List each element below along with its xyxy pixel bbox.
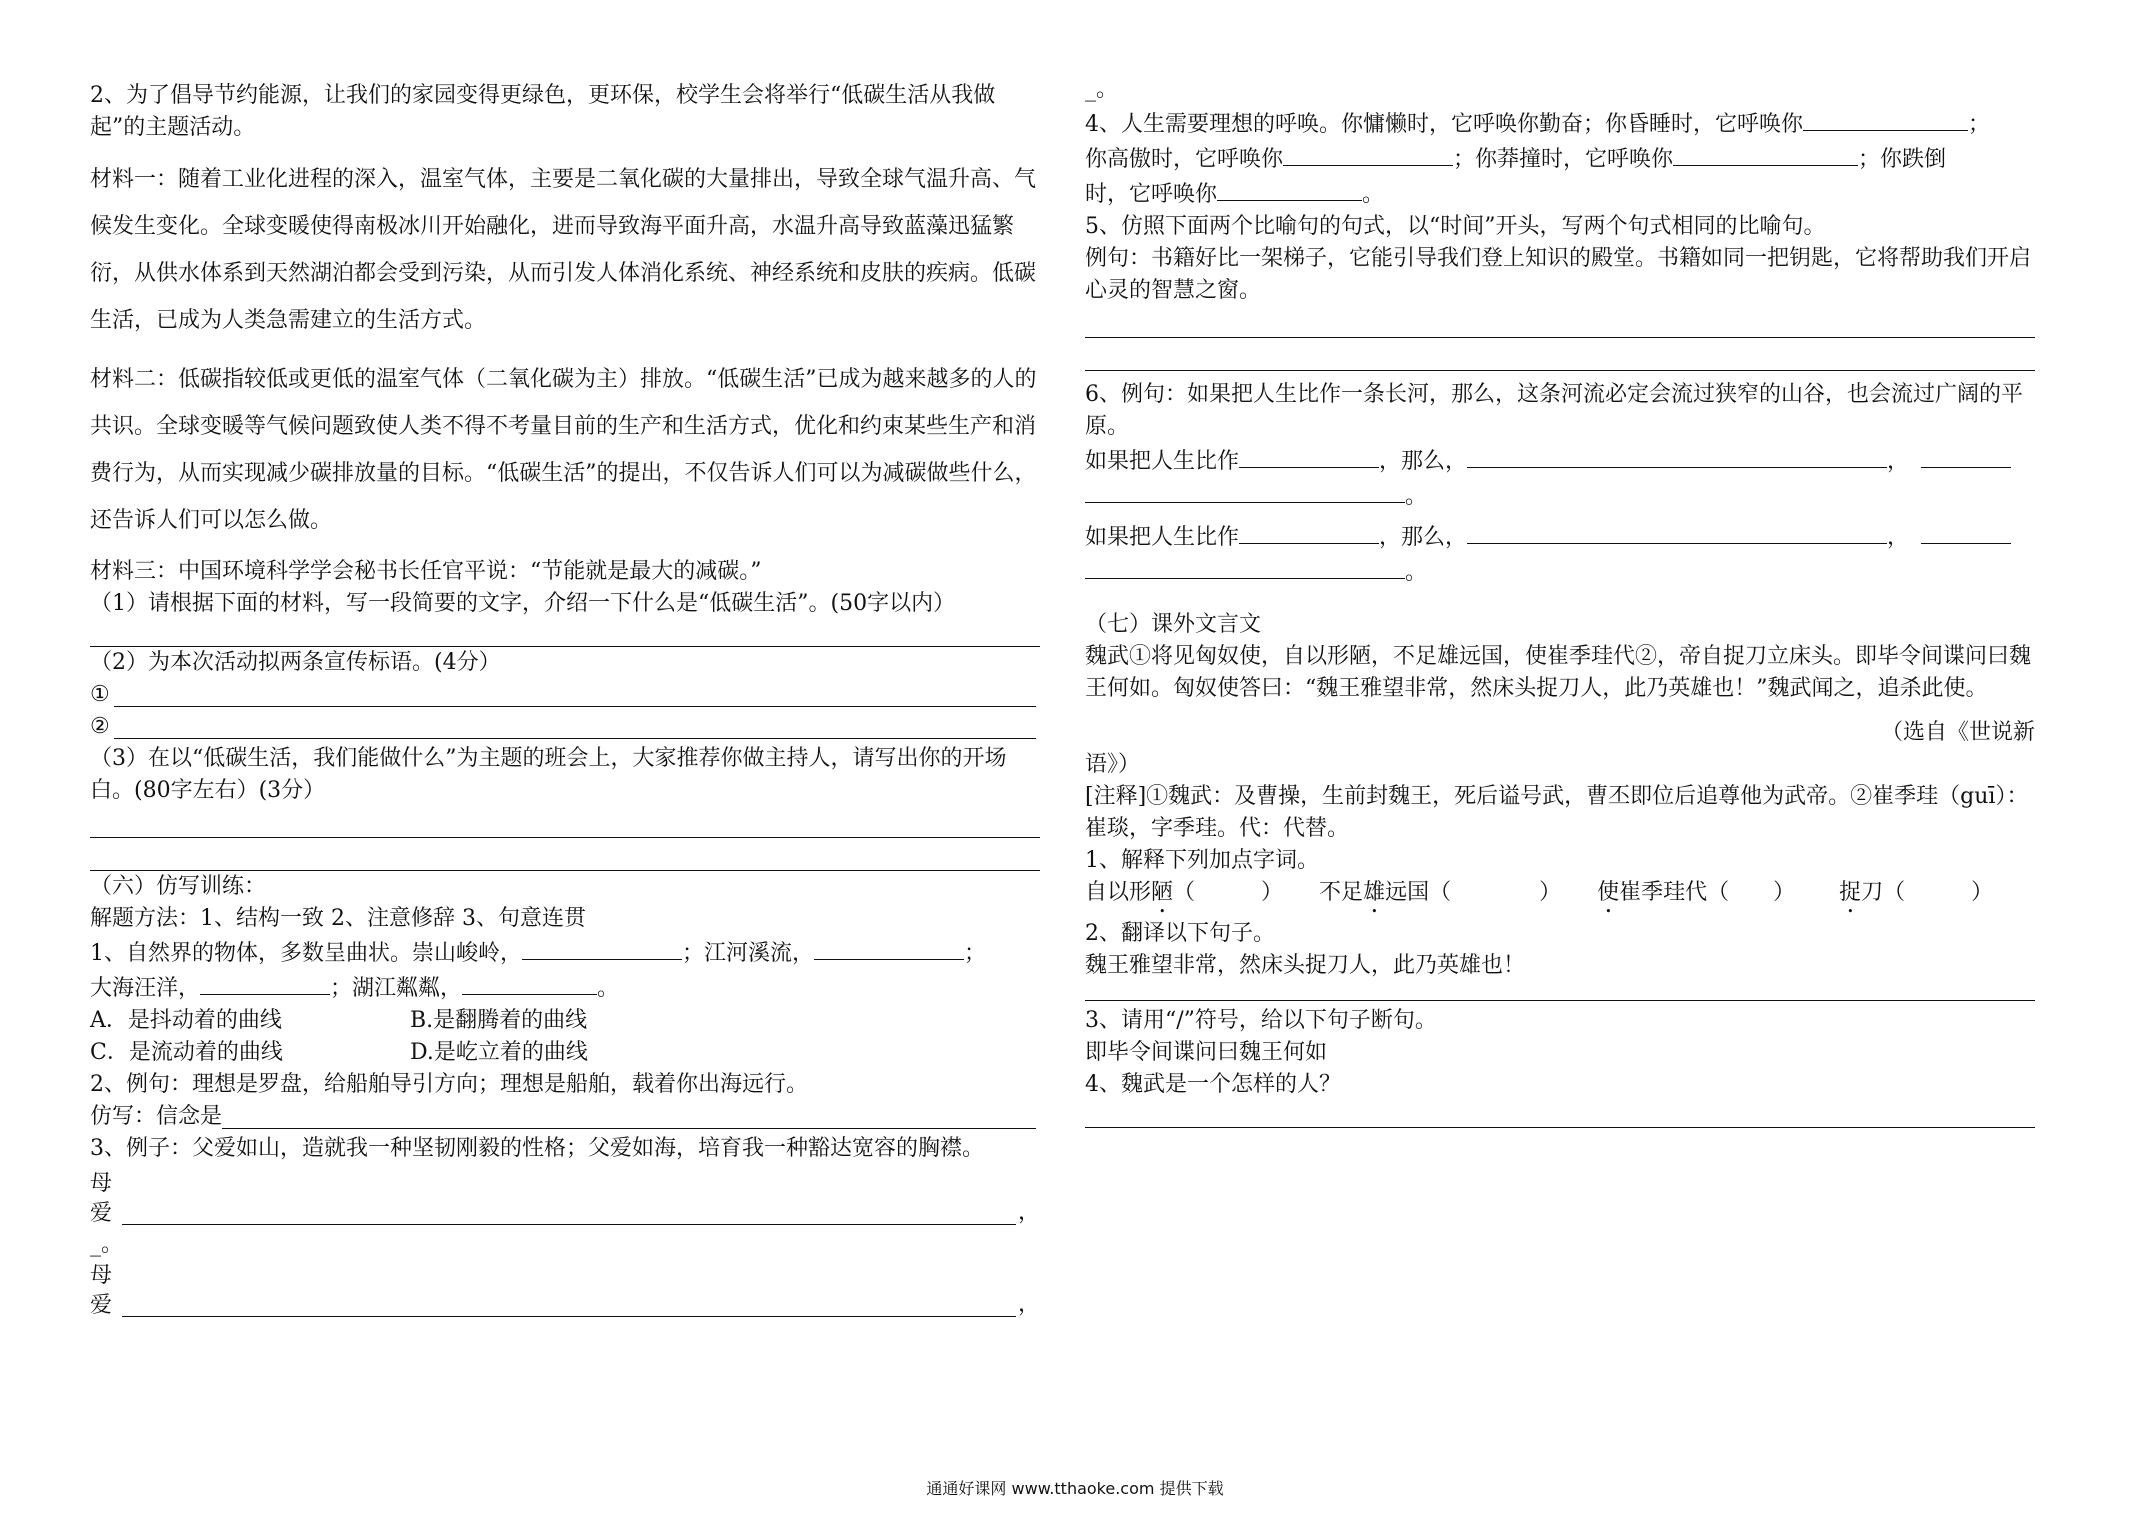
blank[interactable] bbox=[222, 1104, 1036, 1129]
task-1-words: 自以形陋（ ） 不足雄远国（ ） 使崔季珪代（ ） 捉刀（ ） bbox=[1085, 880, 1994, 905]
blank[interactable] bbox=[1085, 554, 1405, 579]
question-2-2: （2）为本次活动拟两条宣传标语。(4分） bbox=[90, 650, 501, 675]
blank[interactable] bbox=[1239, 519, 1379, 544]
question-6-answer-2: 如果把人生比作 ，那么， ， bbox=[1085, 519, 2035, 554]
question-6-answer-2-cont: 。 bbox=[1085, 554, 2035, 589]
blank[interactable] bbox=[462, 970, 597, 995]
section-6-title: （六）仿写训练： bbox=[90, 874, 267, 899]
question-4-line-2: 你高傲时，它呼唤你 ；你莽撞时，它呼唤你 ；你跌倒 bbox=[1085, 141, 2035, 176]
right-column bbox=[1085, 77, 2035, 1128]
answer-line[interactable] bbox=[1085, 1127, 2035, 1128]
annotations: [注释]①魏武：及曹操，生前封魏王，死后谥号武，曹丕即位后追尊他为武帝。②崔季珪（guī）：崔琰，字季珪。代：代替。 bbox=[1085, 784, 2029, 841]
source-line: （选自《世说新 bbox=[1880, 720, 2035, 745]
sentence-2: 2、例句：理想是罗盘，给船舶导引方向；理想是船舶，载着你出海远行。 bbox=[90, 1072, 808, 1097]
blank[interactable] bbox=[200, 970, 330, 995]
material-2: 材料二：低碳指较低或更低的温室气体（二氧化碳为主）排放。“低碳生活”已成为越来越多的人的共识。全球变暖等气候问题致使人类不得不考量目前的生产和生活方式，优化和约束某些生产和消费行为，从而实现减少碳排放量的目标。“低碳生活”的提出，不仅告诉人们可以为减碳做些什么，还告诉人们可以怎么做。 bbox=[90, 367, 1037, 533]
options-ab bbox=[90, 1005, 1040, 1037]
blank[interactable] bbox=[1467, 443, 1887, 468]
question-5: 5、仿照下面两个比喻句的句式，以“时间”开头，写两个句式相同的比喻句。 bbox=[1085, 214, 1826, 239]
question-5-example: 例句：书籍好比一架梯子，它能引导我们登上知识的殿堂。书籍如同一把钥匙，它将帮助我们开启心灵的智慧之窗。 bbox=[1085, 246, 2032, 303]
task-4: 4、魏武是一个怎样的人？ bbox=[1085, 1072, 1341, 1097]
blank[interactable] bbox=[1085, 478, 1405, 503]
blank[interactable] bbox=[1239, 443, 1379, 468]
sentence-1-line-2: 大海汪洋， ；湖江粼粼， 。 bbox=[90, 970, 1040, 1005]
question-6-answer-1: 如果把人生比作 ，那么， ， bbox=[1085, 443, 2035, 478]
continuation-period: _。 bbox=[1085, 77, 1119, 102]
sentence-1-line-1: 1、自然界的物体，多数呈曲状。崇山峻岭， ；江河溪流， ； bbox=[90, 935, 1040, 970]
task-2-sentence: 魏王雅望非常，然床头捉刀人，此乃英雄也！ bbox=[1085, 953, 1526, 978]
question-2-intro: 2、为了倡导节约能源，让我们的家园变得更绿色，更环保，校学生会将举行“低碳生活从我做起”的主题活动。 bbox=[90, 83, 996, 140]
blank[interactable] bbox=[1217, 176, 1362, 201]
classical-passage: 魏武①将见匈奴使，自以形陋，不足雄远国，使崔季珪代②，帝自捉刀立床头。即毕令间谍问曰魏王何如。匈奴使答曰：“魏王雅望非常，然床头捉刀人，此乃英雄也！”魏武闻之，追杀此使。 bbox=[1085, 644, 2032, 701]
source-line-cont: 语》） bbox=[1085, 752, 1141, 777]
option-c[interactable]: C．是流动着的曲线 bbox=[90, 1040, 283, 1065]
answer-line[interactable] bbox=[1085, 1000, 2035, 1001]
blank[interactable] bbox=[1673, 141, 1858, 166]
task-3: 3、请用“/”符号，给以下句子断句。 bbox=[1085, 1008, 1437, 1033]
blank[interactable] bbox=[1921, 519, 2011, 544]
section-7-title: （七）课外文言文 bbox=[1085, 612, 1262, 637]
method-line: 解题方法：1、结构一致 2、注意修辞 3、句意连贯 bbox=[90, 906, 586, 931]
question-6-answer-1-cont: 。 bbox=[1085, 478, 2035, 513]
blank[interactable] bbox=[1467, 519, 1887, 544]
task-1: 1、解释下列加点字词。 bbox=[1085, 848, 1319, 873]
material-3: 材料三：中国环境科学学会秘书长任官平说：“节能就是最大的减碳。” bbox=[90, 559, 762, 584]
option-b[interactable]: B.是翻腾着的曲线 bbox=[410, 1008, 588, 1033]
blank[interactable] bbox=[814, 935, 964, 960]
blank[interactable] bbox=[522, 935, 682, 960]
left-column bbox=[90, 80, 1040, 1321]
option-a[interactable]: A．是抖动着的曲线 bbox=[90, 1008, 282, 1033]
continuation-period: _。 bbox=[90, 1232, 124, 1257]
option-d[interactable]: D.是屹立着的曲线 bbox=[410, 1040, 588, 1065]
question-2-1: （1）请根据下面的材料，写一段简要的文字，介绍一下什么是“低碳生活”。(50字以内） bbox=[90, 591, 956, 616]
task-3-sentence: 即毕令间谍问曰魏王何如 bbox=[1085, 1040, 1328, 1065]
blank[interactable] bbox=[122, 1200, 1016, 1225]
blank[interactable] bbox=[1803, 106, 1968, 131]
page-footer bbox=[0, 1476, 2150, 1499]
slogan-1-row bbox=[90, 679, 1040, 711]
blank[interactable] bbox=[1921, 443, 2011, 468]
mother-love-2: 母 爱 ， bbox=[90, 1263, 1040, 1318]
sentence-2-imitation: 仿写：信念是 bbox=[90, 1101, 1040, 1133]
footer-url[interactable]: www.tthaoke.com bbox=[1011, 1479, 1155, 1498]
question-6: 6、例句：如果把人生比作一条长河，那么，这条河流必定会流过狭窄的山谷，也会流过广阔的平原。 bbox=[1085, 382, 2024, 439]
slogan-2-row bbox=[90, 711, 1040, 743]
options-cd bbox=[90, 1037, 1040, 1069]
circled-1: ① bbox=[90, 682, 110, 707]
slogan-1-line[interactable] bbox=[114, 682, 1036, 707]
question-4-line-3: 时，它呼唤你 。 bbox=[1085, 176, 2035, 211]
question-4-line-1: 4、人生需要理想的呼唤。你慵懒时，它呼唤你勤奋；你昏睡时，它呼唤你 ； bbox=[1085, 106, 2035, 141]
footer-site-name: 通通好课网 bbox=[926, 1479, 1007, 1498]
slogan-2-line[interactable] bbox=[114, 714, 1036, 739]
task-2: 2、翻译以下句子。 bbox=[1085, 921, 1275, 946]
circled-2: ② bbox=[90, 714, 110, 739]
question-2-3: （3）在以“低碳生活，我们能做什么”为主题的班会上，大家推荐你做主持人，请写出你的开场白。(80字左右）(3分） bbox=[90, 746, 1007, 803]
blank[interactable] bbox=[1283, 141, 1453, 166]
footer-tail: 提供下载 bbox=[1159, 1479, 1224, 1498]
sentence-3: 3、例子：父爱如山，造就我一种坚韧刚毅的性格；父爱如海，培育我一种豁达宽容的胸襟。 bbox=[90, 1136, 985, 1161]
blank[interactable] bbox=[122, 1292, 1016, 1317]
mother-love-1: 母 爱 ， bbox=[90, 1171, 1040, 1226]
material-1: 材料一：随着工业化进程的深入，温室气体，主要是二氧化碳的大量排出，导致全球气温升高、气候发生变化。全球变暖使得南极冰川开始融化，进而导致海平面升高，水温升高导致蓝藻迅猛繁衍，从供水体系到天然湖泊都会受到污染，从而引发人体消化系统、神经系统和皮肤的疾病。低碳生活，已成为人类急需建立的生活方式。 bbox=[90, 167, 1037, 333]
